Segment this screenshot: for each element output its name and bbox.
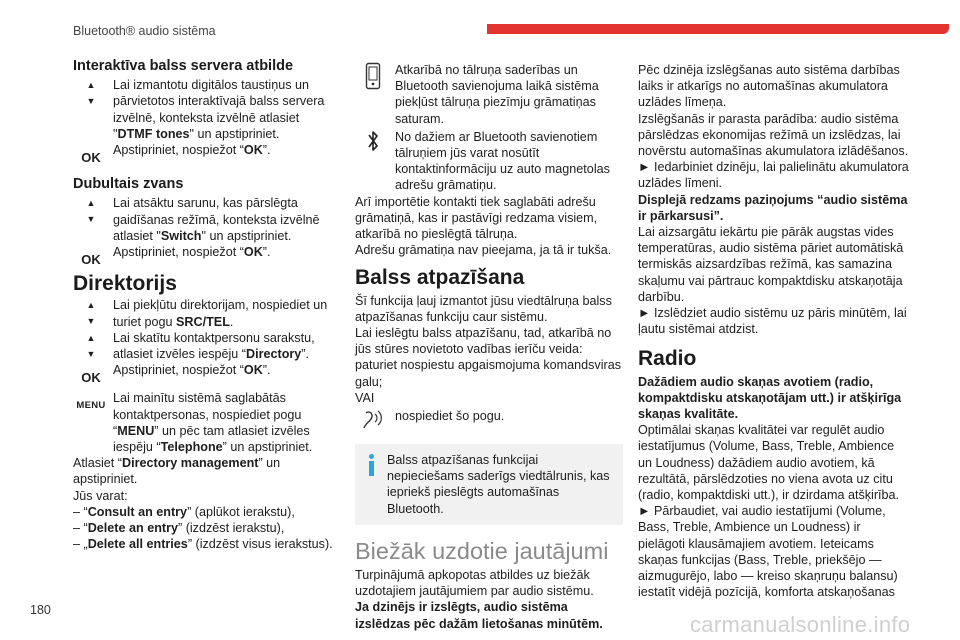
section-title-voice-recognition: Balss atpazīšana (355, 266, 525, 290)
paragraph-thermal-protection: Lai aizsargātu iekārtu pie pārāk augstas vides temperatūras, audio sistēma pāriet automātiskā termiskās aizsardzības režīmā, kas samazina skaļumu vai pārtrauc kompaktdisku atskaņotāja darbību. (638, 225, 904, 304)
instruction-contacts-list: ▲ ▼ Lai skatītu kontaktpersonu sarakstu, atlasiet izvēles iespēju “Directory”. (73, 330, 341, 362)
paragraph-voice-3: paturiet nospiestu apgaismojuma komandsviras galu; (355, 358, 622, 389)
bluetooth-icon (355, 129, 391, 157)
ok-button-icon: OK (81, 370, 101, 386)
section-title-directory: Direktorijs (73, 272, 177, 296)
phone-icon (355, 62, 391, 94)
bluetooth-note: No dažiem ar Bluetooth savienotiem tālruņiem jūs varat nosūtīt kontaktinformāciju uz auto magnetolas adrešu grāmatiņu. (355, 129, 623, 194)
paragraph-check-settings: ► Pārbaudiet, vai audio iestatījumi (Volume, Bass, Treble, Ambience un Loudness) ir pielāgoti klausāmajiem avotiem. Ieteicams skaņas funkcijas (Bass, Treble, priekšējo — aizmugurējo, labo — kreiso skaņruņu balansu) iestatīt vidējā pozīcijā, komforta atskaņošanas (638, 504, 898, 600)
paragraph-faq-intro: Turpinājumā apkopotas atbildes uz biežāk uzdotajiem jautājumiem par audio sistēmu. (355, 568, 594, 599)
up-down-arrows-icon: ▲ ▼ (86, 300, 96, 327)
paragraph-imported-contacts: Arī importētie kontakti tiek saglabāti adrešu grāmatiņā, kas ir pastāvīgi redzama visiem, atkarībā no pieslēgtā tālruņa. (355, 194, 598, 242)
paragraph-directory-management: Atlasiet “Directory management” un apstipriniet. (73, 456, 281, 487)
paragraph-run-time: Pēc dzinēja izslēgšanas auto sistēma darbības laiks ir atkarīgs no automašīnas akumulatora uzlādes līmeņa. (638, 63, 900, 110)
paragraph-empty-directory: Adrešu grāmatiņa nav pieejama, ja tā ir tukša. (355, 243, 612, 258)
ok-button-icon: OK (81, 150, 101, 166)
faq-question-overheated: Displejā redzams paziņojums “audio sistēma ir pārkarsusi”. (638, 192, 908, 223)
paragraph-cool-down: ► Izslēdziet audio sistēmu uz pāris minūtēm, lai ļautu sistēmai atdzist. (638, 306, 907, 337)
list-item: – „Delete all entries” (izdzēst visus ierakstus). (73, 537, 333, 552)
paragraph-eco-mode: Izslēgšanās ir parasta parādība: audio sistēma pārslēdzas ekonomijas režīmā un izslēdzas, lai novērstu automašīnas akumulatora izlādēšanos. (638, 111, 909, 159)
up-down-arrows-icon: ▲ ▼ (86, 80, 96, 107)
voice-button-instruction: nospiediet šo pogu. (355, 408, 623, 434)
faq-question-sound-quality: Dažādiem audio skaņas avotiem (radio, kompaktdisku atskaņotājam utt.) ir atšķirīga skaņas kvalitāte. (638, 374, 902, 422)
ok-button-icon: OK (81, 252, 101, 268)
watermark: carmanualsonline.info (690, 612, 911, 637)
instruction-dtmf: ▲ ▼ Lai izmantotu digitālos taustiņus un pārvietotos interaktīvajā balss servera izvēlnē, konteksta izvēlnē atlasiet "DTMF tones" un apstipriniet. (73, 77, 341, 142)
up-down-arrows-icon: ▲ ▼ (86, 332, 96, 359)
paragraph-or: VAI (355, 390, 375, 405)
column-left (73, 58, 341, 552)
column-middle (355, 62, 623, 632)
info-note: Balss atpazīšanas funkcijai nepieciešams saderīgs viedtālrunis, kas iepriekš pieslēgts automašīnas Bluetooth. (355, 444, 623, 525)
section-title-faq: Biežāk uzdotie jautājumi (355, 537, 609, 564)
instruction-confirm: OK Apstipriniet, nospiežot “OK”. (73, 142, 341, 158)
menu-button-icon: MENU (76, 400, 106, 412)
header-accent-bar (487, 24, 949, 34)
instruction-confirm: OK Apstipriniet, nospiežot “OK”. (73, 362, 341, 378)
section-title-radio: Radio (638, 347, 697, 371)
paragraph-start-engine: ► Iedarbiniet dzinēju, lai palielinātu akumulatora uzlādes līmeni. (638, 160, 909, 191)
voice-command-icon (355, 408, 391, 436)
paragraph-you-can: Jūs varat: (73, 488, 128, 503)
paragraph-voice-2: Lai ieslēgtu balss atpazīšanu, tad, atkarībā no jūs stūres novietoto vadības ierīču veida: (355, 326, 612, 357)
list-item: – “Delete an entry” (izdzēst ierakstu), (73, 521, 285, 536)
instruction-menu: MENU Lai mainītu sistēmā saglabātās kontaktpersonas, nospiediet pogu “MENU” un pēc tam atlasiet izvēles iespēju “Telephone” un apstipriniet. (73, 390, 341, 455)
page-number: 180 (30, 603, 51, 617)
phone-compat-note: Atkarībā no tālruņa saderības un Bluetooth savienojuma laikā sistēma piekļūst tālruņa piezīmju grāmatiņas saturam. (355, 62, 623, 127)
instruction-switch: ▲ ▼ Lai atsāktu sarunu, kas pārslēgta gaidīšanas režīmā, konteksta izvēlnē atlasiet "Switch" un apstipriniet. (73, 195, 341, 244)
faq-question-engine-off: Ja dzinējs ir izslēgts, audio sistēma izslēdzas pēc dažām lietošanas minūtēm. (355, 600, 603, 631)
column-right (638, 62, 910, 601)
info-icon (367, 454, 376, 476)
running-header: Bluetooth® audio sistēma (73, 24, 216, 38)
paragraph-voice-1: Šī funkcija ļauj izmantot jūsu viedtālruņa balss atpazīšanas funkciju caur sistēmu. (355, 293, 612, 324)
instruction-confirm: OK Apstipriniet, nospiežot “OK”. (73, 244, 341, 260)
section-title-voice-server: Interaktīva balss servera atbilde (73, 58, 294, 74)
section-title-double-call: Dubultais zvans (73, 176, 184, 193)
instruction-open-directory: ▲ ▼ Lai piekļūtu direktorijam, nospiediet un turiet pogu SRC/TEL. (73, 297, 341, 329)
paragraph-audio-settings: Optimālai skaņas kvalitātei var regulēt audio iestatījumus (Volume, Bass, Treble, Ambience un Loudness) dažādiem audio avotiem, kā rezultātā, pārslēdzoties no viena avota uz citu (radio, kompaktdiski utt.), ir dzirdama atšķirība. (638, 423, 900, 503)
list-item: – “Consult an entry” (aplūkot ierakstu), (73, 504, 295, 519)
up-down-arrows-icon: ▲ ▼ (86, 198, 96, 225)
